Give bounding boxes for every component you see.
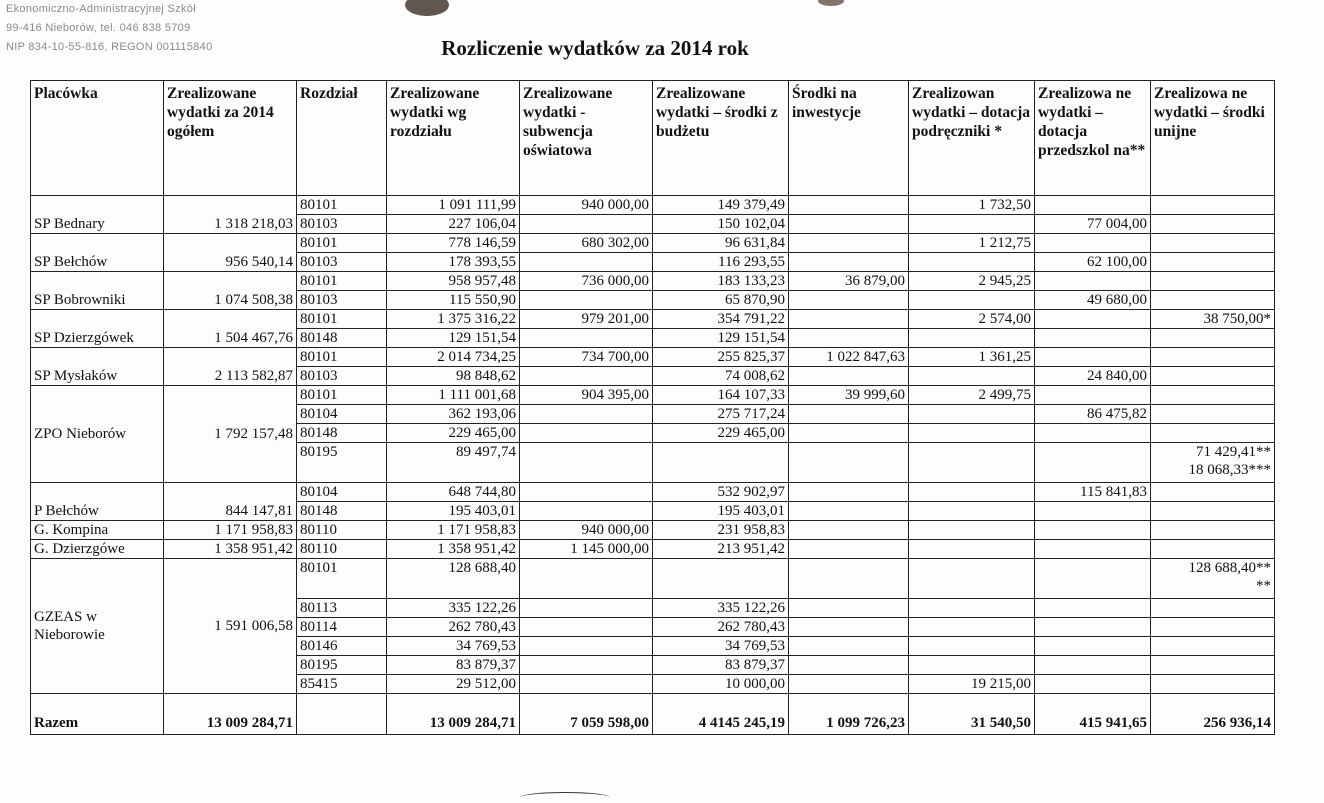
cell-uni bbox=[1151, 405, 1275, 424]
cell-uni bbox=[1151, 272, 1275, 291]
cell-uni bbox=[1151, 521, 1275, 540]
cell-prz bbox=[1035, 521, 1151, 540]
cell-sub bbox=[520, 656, 653, 675]
cell-pod bbox=[909, 483, 1035, 502]
placowka-total: 2 113 582,87 bbox=[164, 348, 297, 386]
cell-pod bbox=[909, 618, 1035, 637]
cell-prz bbox=[1035, 559, 1151, 599]
cell-sub: 979 201,00 bbox=[520, 310, 653, 329]
cell-pod bbox=[909, 656, 1035, 675]
column-header: Rozdział bbox=[297, 81, 387, 196]
cell-wg: 89 497,74 bbox=[387, 443, 520, 483]
cell-prz bbox=[1035, 675, 1151, 694]
cell-bud: 183 133,23 bbox=[653, 272, 789, 291]
cell-pod: 1 732,50 bbox=[909, 196, 1035, 215]
cell-sub bbox=[520, 502, 653, 521]
cell-prz bbox=[1035, 540, 1151, 559]
rozdzial-code: 80148 bbox=[297, 502, 387, 521]
cell-uni bbox=[1151, 675, 1275, 694]
cell-pod bbox=[909, 559, 1035, 599]
cell-prz bbox=[1035, 234, 1151, 253]
cell-uni-line: 71 429,41** bbox=[1196, 444, 1271, 460]
cell-prz: 62 100,00 bbox=[1035, 253, 1151, 272]
cell-inw bbox=[789, 521, 909, 540]
total-pod: 31 540,50 bbox=[909, 694, 1035, 735]
rozdzial-code: 80114 bbox=[297, 618, 387, 637]
cell-sub bbox=[520, 618, 653, 637]
placowka-total: 844 147,81 bbox=[164, 483, 297, 521]
cell-pod bbox=[909, 540, 1035, 559]
cell-inw bbox=[789, 405, 909, 424]
rozdzial-code: 80103 bbox=[297, 291, 387, 310]
cell-bud: 213 951,42 bbox=[653, 540, 789, 559]
cell-wg: 958 957,48 bbox=[387, 272, 520, 291]
cell-prz bbox=[1035, 656, 1151, 675]
cell-prz bbox=[1035, 348, 1151, 367]
placowka-name: GZEAS w Nieborowie bbox=[31, 559, 164, 694]
rozdzial-code: 80103 bbox=[297, 215, 387, 234]
cell-wg: 335 122,26 bbox=[387, 599, 520, 618]
cell-sub: 736 000,00 bbox=[520, 272, 653, 291]
rozdzial-code: 80104 bbox=[297, 483, 387, 502]
cell-inw bbox=[789, 675, 909, 694]
cell-uni: 38 750,00* bbox=[1151, 310, 1275, 329]
cell-wg: 2 014 734,25 bbox=[387, 348, 520, 367]
placowka-total: 1 504 467,76 bbox=[164, 310, 297, 348]
placowka-name: G. Kompina bbox=[31, 521, 164, 540]
rozdzial-code: 80103 bbox=[297, 253, 387, 272]
cell-prz bbox=[1035, 272, 1151, 291]
rozdzial-code: 80148 bbox=[297, 329, 387, 348]
placowka-total: 1 792 157,48 bbox=[164, 386, 297, 483]
cell-sub: 1 145 000,00 bbox=[520, 540, 653, 559]
cell-wg: 34 769,53 bbox=[387, 637, 520, 656]
rozdzial-code: 80101 bbox=[297, 559, 387, 599]
cell-uni bbox=[1151, 483, 1275, 502]
cell-pod bbox=[909, 367, 1035, 386]
cell-bud: 262 780,43 bbox=[653, 618, 789, 637]
cell-sub bbox=[520, 405, 653, 424]
cell-sub bbox=[520, 253, 653, 272]
cell-wg: 115 550,90 bbox=[387, 291, 520, 310]
cell-pod bbox=[909, 637, 1035, 656]
column-header: Placówka bbox=[31, 81, 164, 196]
placowka-total: 1 318 218,03 bbox=[164, 196, 297, 234]
cell-pod bbox=[909, 521, 1035, 540]
placowka-total: 956 540,14 bbox=[164, 234, 297, 272]
cell-inw bbox=[789, 329, 909, 348]
cell-prz bbox=[1035, 443, 1151, 483]
cell-sub bbox=[520, 367, 653, 386]
cell-inw bbox=[789, 540, 909, 559]
cell-inw bbox=[789, 637, 909, 656]
cell-inw bbox=[789, 483, 909, 502]
cell-sub: 940 000,00 bbox=[520, 521, 653, 540]
table-row bbox=[31, 348, 1275, 367]
rozdzial-code: 80101 bbox=[297, 234, 387, 253]
cell-inw bbox=[789, 618, 909, 637]
ink-blot bbox=[405, 0, 449, 16]
cell-inw: 1 022 847,63 bbox=[789, 348, 909, 367]
cell-uni-line: 128 688,40** bbox=[1188, 560, 1271, 576]
cell-inw bbox=[789, 599, 909, 618]
cell-uni bbox=[1151, 637, 1275, 656]
total-row bbox=[31, 694, 1275, 735]
cell-pod: 19 215,00 bbox=[909, 675, 1035, 694]
column-header: Zrealizowa ne wydatki – dotacja przedszkol na** bbox=[1035, 81, 1151, 196]
stamp-line-2: 99-416 Nieborów, tel. 046 838 5709 bbox=[6, 22, 191, 34]
placowka-name: SP Mysłaków bbox=[31, 348, 164, 386]
cell-wg: 1 375 316,22 bbox=[387, 310, 520, 329]
total-uni: 256 936,14 bbox=[1151, 694, 1275, 735]
cell-bud: 354 791,22 bbox=[653, 310, 789, 329]
table-row bbox=[31, 196, 1275, 215]
cell-uni bbox=[1151, 348, 1275, 367]
rozdzial-code: 80103 bbox=[297, 367, 387, 386]
cell-inw bbox=[789, 196, 909, 215]
column-header: Zrealizowane wydatki – środki z budżetu bbox=[653, 81, 789, 196]
rozdzial-code: 80101 bbox=[297, 310, 387, 329]
cell-bud: 164 107,33 bbox=[653, 386, 789, 405]
rozdzial-code: 80101 bbox=[297, 348, 387, 367]
table-row bbox=[31, 310, 1275, 329]
cell-prz bbox=[1035, 386, 1151, 405]
cell-wg: 195 403,01 bbox=[387, 502, 520, 521]
cell-bud: 229 465,00 bbox=[653, 424, 789, 443]
cell-bud: 150 102,04 bbox=[653, 215, 789, 234]
cell-sub bbox=[520, 675, 653, 694]
cell-sub bbox=[520, 559, 653, 599]
cell-bud: 231 958,83 bbox=[653, 521, 789, 540]
cell-inw bbox=[789, 656, 909, 675]
cell-prz bbox=[1035, 599, 1151, 618]
cell-wg: 129 151,54 bbox=[387, 329, 520, 348]
placowka-name: SP Bobrowniki bbox=[31, 272, 164, 310]
cell-sub: 940 000,00 bbox=[520, 196, 653, 215]
cell-uni bbox=[1151, 196, 1275, 215]
cell-sub bbox=[520, 637, 653, 656]
cell-wg: 83 879,37 bbox=[387, 656, 520, 675]
cell-uni bbox=[1151, 234, 1275, 253]
table-row bbox=[31, 521, 1275, 540]
cell-uni bbox=[1151, 559, 1275, 599]
placowka-name: SP Bednary bbox=[31, 196, 164, 234]
cell-prz: 77 004,00 bbox=[1035, 215, 1151, 234]
cell-sub: 734 700,00 bbox=[520, 348, 653, 367]
cell-sub bbox=[520, 424, 653, 443]
table-row bbox=[31, 386, 1275, 405]
cell-inw bbox=[789, 424, 909, 443]
cell-uni-line: ** bbox=[1256, 578, 1271, 594]
cell-prz: 86 475,82 bbox=[1035, 405, 1151, 424]
total-inw: 1 099 726,23 bbox=[789, 694, 909, 735]
cell-pod bbox=[909, 443, 1035, 483]
cell-uni-line: 18 068,33*** bbox=[1188, 462, 1271, 478]
table-row bbox=[31, 272, 1275, 291]
cell-uni bbox=[1151, 215, 1275, 234]
total-label: Razem bbox=[31, 694, 164, 735]
cell-bud: 96 631,84 bbox=[653, 234, 789, 253]
cell-uni bbox=[1151, 656, 1275, 675]
cell-pod bbox=[909, 599, 1035, 618]
cell-prz bbox=[1035, 618, 1151, 637]
cell-pod bbox=[909, 291, 1035, 310]
cell-pod bbox=[909, 502, 1035, 521]
placowka-name: ZPO Nieborów bbox=[31, 386, 164, 483]
cell-sub: 904 395,00 bbox=[520, 386, 653, 405]
cell-uni bbox=[1151, 599, 1275, 618]
total-rozdzial bbox=[297, 694, 387, 735]
cell-wg: 362 193,06 bbox=[387, 405, 520, 424]
table-header-row bbox=[31, 81, 1275, 196]
cell-inw bbox=[789, 559, 909, 599]
total-wg: 13 009 284,71 bbox=[387, 694, 520, 735]
column-header: Zrealizowane wydatki - subwencja oświatowa bbox=[520, 81, 653, 196]
expenses-table bbox=[30, 80, 1275, 735]
cell-pod: 2 499,75 bbox=[909, 386, 1035, 405]
cell-pod: 1 361,25 bbox=[909, 348, 1035, 367]
cell-inw: 36 879,00 bbox=[789, 272, 909, 291]
total-sub: 7 059 598,00 bbox=[520, 694, 653, 735]
cell-bud: 116 293,55 bbox=[653, 253, 789, 272]
cell-bud: 275 717,24 bbox=[653, 405, 789, 424]
cell-bud: 10 000,00 bbox=[653, 675, 789, 694]
cell-prz: 49 680,00 bbox=[1035, 291, 1151, 310]
cell-bud: 195 403,01 bbox=[653, 502, 789, 521]
cell-bud: 255 825,37 bbox=[653, 348, 789, 367]
cell-wg: 1 171 958,83 bbox=[387, 521, 520, 540]
column-header: Środki na inwestycje bbox=[789, 81, 909, 196]
cell-pod: 1 212,75 bbox=[909, 234, 1035, 253]
cell-sub bbox=[520, 443, 653, 483]
cell-inw bbox=[789, 310, 909, 329]
rozdzial-code: 80104 bbox=[297, 405, 387, 424]
cell-prz bbox=[1035, 310, 1151, 329]
ink-blot bbox=[818, 0, 844, 6]
cell-sub: 680 302,00 bbox=[520, 234, 653, 253]
cell-pod bbox=[909, 329, 1035, 348]
cell-wg: 1 111 001,68 bbox=[387, 386, 520, 405]
cell-bud: 335 122,26 bbox=[653, 599, 789, 618]
pen-mark bbox=[520, 792, 610, 803]
rozdzial-code: 80195 bbox=[297, 443, 387, 483]
stamp-line-1: Ekonomiczno-Administracyjnej Szkół bbox=[6, 3, 196, 15]
rozdzial-code: 80101 bbox=[297, 196, 387, 215]
document-title: Rozliczenie wydatków za 2014 rok bbox=[441, 36, 749, 60]
cell-wg: 262 780,43 bbox=[387, 618, 520, 637]
cell-bud: 129 151,54 bbox=[653, 329, 789, 348]
cell-bud: 83 879,37 bbox=[653, 656, 789, 675]
placowka-total: 1 358 951,42 bbox=[164, 540, 297, 559]
cell-sub bbox=[520, 291, 653, 310]
cell-prz bbox=[1035, 329, 1151, 348]
cell-uni bbox=[1151, 329, 1275, 348]
cell-inw bbox=[789, 253, 909, 272]
cell-prz: 24 840,00 bbox=[1035, 367, 1151, 386]
column-header: Zrealizowan wydatki – dotacja podręczniki * bbox=[909, 81, 1035, 196]
cell-wg: 229 465,00 bbox=[387, 424, 520, 443]
cell-wg: 1 358 951,42 bbox=[387, 540, 520, 559]
rozdzial-code: 80101 bbox=[297, 272, 387, 291]
placowka-total: 1 074 508,38 bbox=[164, 272, 297, 310]
cell-uni bbox=[1151, 443, 1275, 483]
table-row bbox=[31, 483, 1275, 502]
total-bud: 4 4145 245,19 bbox=[653, 694, 789, 735]
cell-pod bbox=[909, 215, 1035, 234]
cell-prz: 115 841,83 bbox=[1035, 483, 1151, 502]
cell-sub bbox=[520, 483, 653, 502]
cell-wg: 778 146,59 bbox=[387, 234, 520, 253]
placowka-total: 1 591 006,58 bbox=[164, 559, 297, 694]
rozdzial-code: 80113 bbox=[297, 599, 387, 618]
cell-bud: 149 379,49 bbox=[653, 196, 789, 215]
cell-inw bbox=[789, 234, 909, 253]
cell-uni bbox=[1151, 424, 1275, 443]
cell-prz bbox=[1035, 637, 1151, 656]
placowka-name: G. Dzierzgówe bbox=[31, 540, 164, 559]
rozdzial-code: 80110 bbox=[297, 521, 387, 540]
cell-wg: 1 091 111,99 bbox=[387, 196, 520, 215]
cell-wg: 98 848,62 bbox=[387, 367, 520, 386]
cell-uni bbox=[1151, 502, 1275, 521]
cell-inw bbox=[789, 291, 909, 310]
cell-uni bbox=[1151, 367, 1275, 386]
cell-prz bbox=[1035, 424, 1151, 443]
cell-wg: 648 744,80 bbox=[387, 483, 520, 502]
cell-prz bbox=[1035, 502, 1151, 521]
cell-wg: 29 512,00 bbox=[387, 675, 520, 694]
cell-inw bbox=[789, 502, 909, 521]
table-row bbox=[31, 540, 1275, 559]
total-ogolem: 13 009 284,71 bbox=[164, 694, 297, 735]
cell-pod bbox=[909, 405, 1035, 424]
placowka-name: P Bełchów bbox=[31, 483, 164, 521]
placowka-total: 1 171 958,83 bbox=[164, 521, 297, 540]
rozdzial-code: 85415 bbox=[297, 675, 387, 694]
cell-bud bbox=[653, 443, 789, 483]
cell-wg: 227 106,04 bbox=[387, 215, 520, 234]
cell-uni bbox=[1151, 253, 1275, 272]
column-header: Zrealizowane wydatki wg rozdziału bbox=[387, 81, 520, 196]
rozdzial-code: 80148 bbox=[297, 424, 387, 443]
cell-bud: 532 902,97 bbox=[653, 483, 789, 502]
rozdzial-code: 80146 bbox=[297, 637, 387, 656]
placowka-name: SP Dzierzgówek bbox=[31, 310, 164, 348]
rozdzial-code: 80110 bbox=[297, 540, 387, 559]
cell-prz bbox=[1035, 196, 1151, 215]
cell-uni bbox=[1151, 291, 1275, 310]
cell-pod: 2 945,25 bbox=[909, 272, 1035, 291]
cell-wg: 128 688,40 bbox=[387, 559, 520, 599]
placowka-name: SP Bełchów bbox=[31, 234, 164, 272]
cell-bud bbox=[653, 559, 789, 599]
cell-inw bbox=[789, 443, 909, 483]
cell-pod: 2 574,00 bbox=[909, 310, 1035, 329]
stamp-line-3: NIP 834-10-55-816, REGON 001115840 bbox=[6, 41, 213, 53]
cell-sub bbox=[520, 329, 653, 348]
cell-bud: 65 870,90 bbox=[653, 291, 789, 310]
cell-uni bbox=[1151, 618, 1275, 637]
cell-uni bbox=[1151, 540, 1275, 559]
cell-pod bbox=[909, 253, 1035, 272]
total-prz: 415 941,65 bbox=[1035, 694, 1151, 735]
cell-bud: 74 008,62 bbox=[653, 367, 789, 386]
cell-pod bbox=[909, 424, 1035, 443]
rozdzial-code: 80195 bbox=[297, 656, 387, 675]
table-row bbox=[31, 234, 1275, 253]
cell-sub bbox=[520, 215, 653, 234]
column-header: Zrealizowa ne wydatki – środki unijne bbox=[1151, 81, 1275, 196]
cell-uni bbox=[1151, 386, 1275, 405]
cell-inw: 39 999,60 bbox=[789, 386, 909, 405]
cell-inw bbox=[789, 215, 909, 234]
cell-bud: 34 769,53 bbox=[653, 637, 789, 656]
rozdzial-code: 80101 bbox=[297, 386, 387, 405]
table-row bbox=[31, 559, 1275, 599]
column-header: Zrealizowane wydatki za 2014 ogółem bbox=[164, 81, 297, 196]
cell-sub bbox=[520, 599, 653, 618]
cell-wg: 178 393,55 bbox=[387, 253, 520, 272]
cell-inw bbox=[789, 367, 909, 386]
